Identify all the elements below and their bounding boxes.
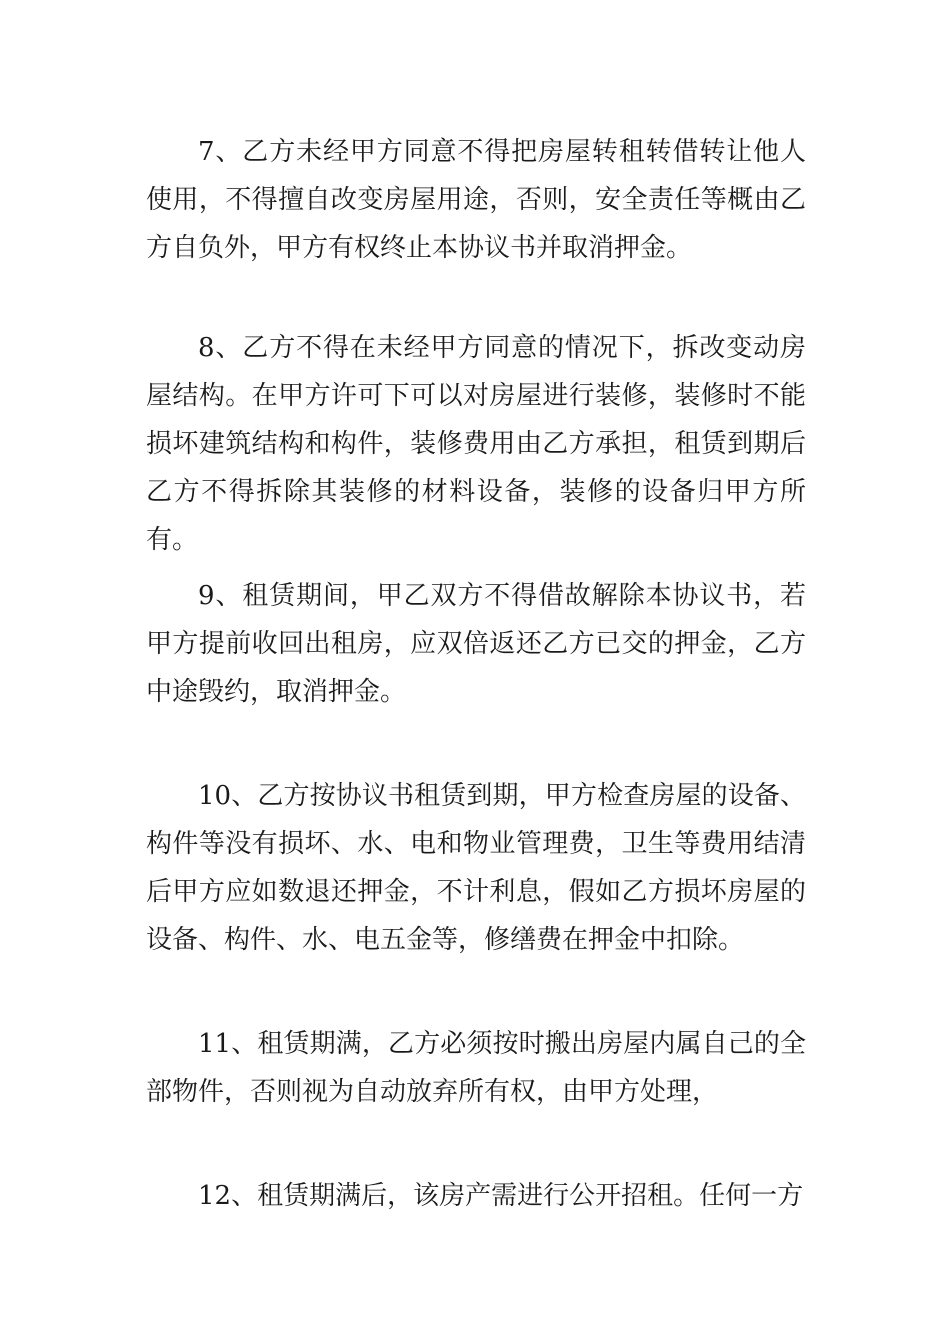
clause-10: 10、乙方按协议书租赁到期，甲方检查房屋的设备、构件等没有损坏、水、电和物业管理费，卫生等费用结清后甲方应如数退还押金，不计利息，假如乙方损坏房屋的设备、构件、水、电五金等，修缮费在押金中扣除。 bbox=[146, 781, 806, 955]
clause-11: 11、租赁期满，乙方必须按时搬出房屋内属自己的全部物件，否则视为自动放弃所有权，由甲方处理， bbox=[146, 1029, 806, 1107]
clause-9: 9、租赁期间，甲乙双方不得借故解除本协议书，若甲方提前收回出租房，应双倍返还乙方已交的押金，乙方中途毁约，取消押金。 bbox=[146, 581, 806, 707]
clause-12: 12、租赁期满后，该房产需进行公开招租。任何一方 bbox=[198, 1181, 804, 1211]
clause-8: 8、乙方不得在未经甲方同意的情况下，拆改变动房屋结构。在甲方许可下可以对房屋进行装修，装修时不能损坏建筑结构和构件，装修费用由乙方承担，租赁到期后乙方不得拆除其装修的材料设备，装修的设备归甲方所有。 bbox=[146, 333, 806, 555]
clause-7: 7、乙方未经甲方同意不得把房屋转租转借转让他人使用，不得擅自改变房屋用途，否则，安全责任等概由乙方自负外，甲方有权终止本协议书并取消押金。 bbox=[146, 137, 806, 263]
